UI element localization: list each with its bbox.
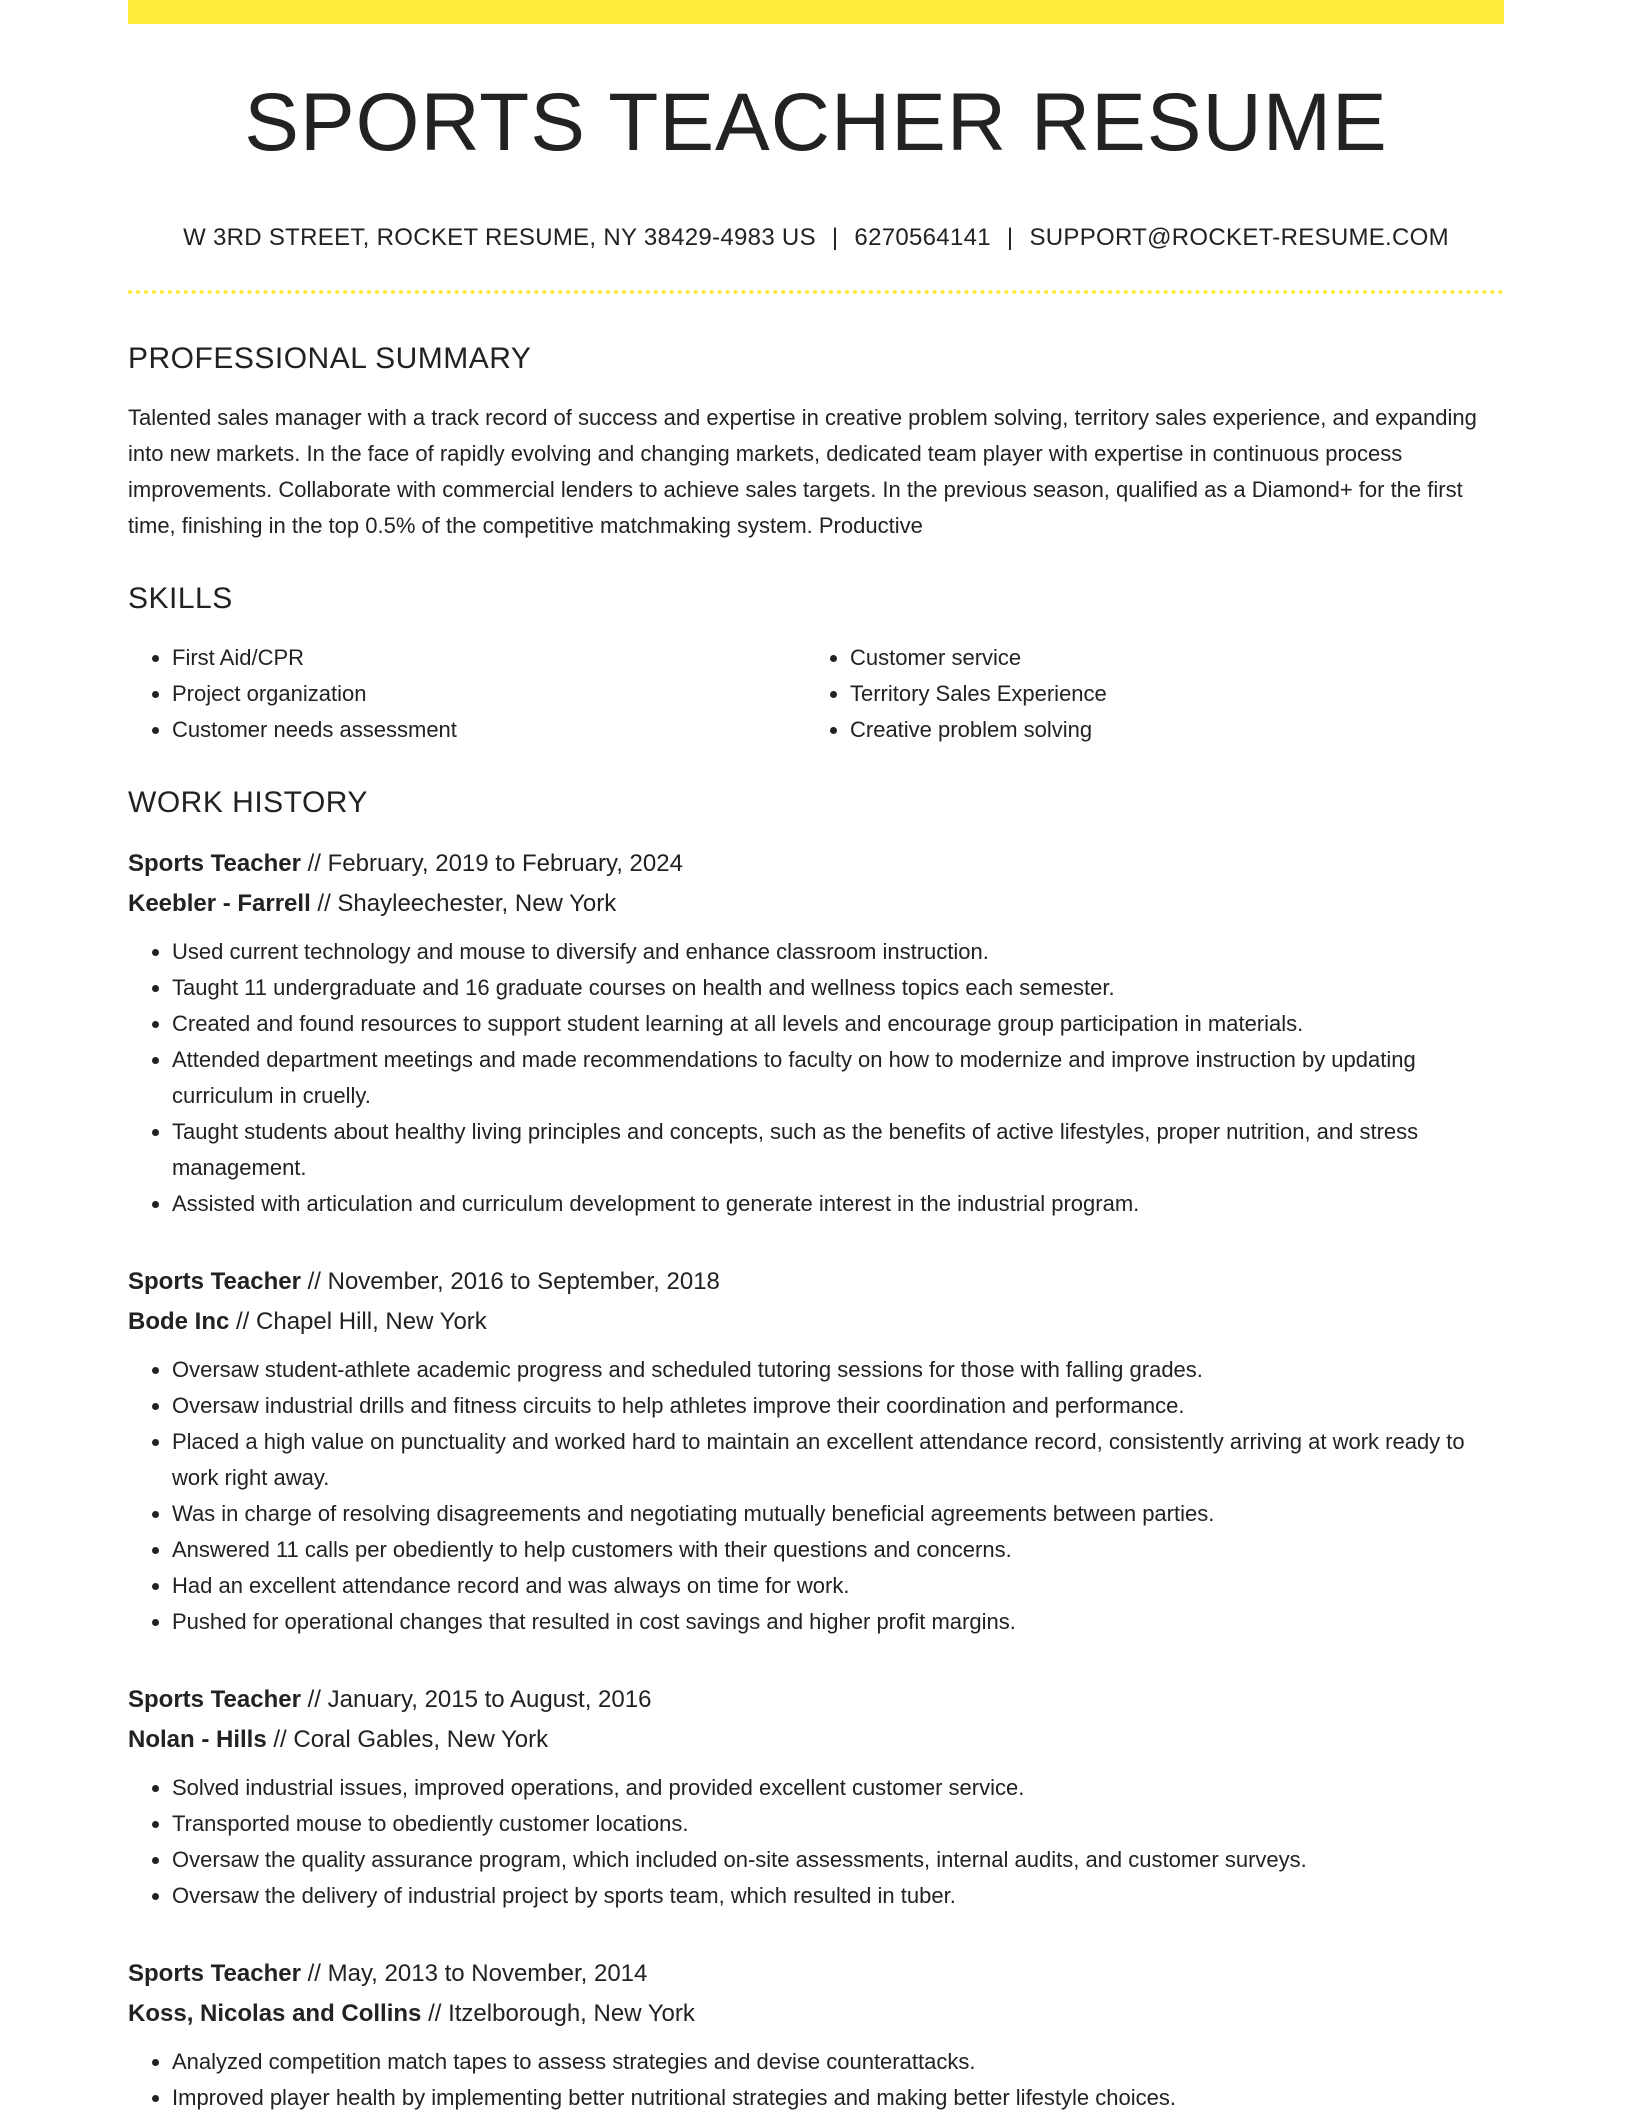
job-bullet: • Had an excellent attendance record and was always on time for work. xyxy=(172,1568,1504,1604)
skills-list xyxy=(128,640,1504,748)
job-title: Sports Teacher xyxy=(128,1686,301,1713)
address: W 3RD STREET, ROCKET RESUME, NY 38429-4983 US xyxy=(183,224,816,251)
job-entry xyxy=(128,844,1504,1222)
job-bullet: • Answered 11 calls per obediently to help customers with their questions and concerns. xyxy=(172,1532,1504,1568)
job-bullet: • Attended department meetings and made recommendations to faculty on how to modernize and improve instruction by updating curriculum in cruelly. xyxy=(172,1042,1504,1114)
job-bullet: • Created and found resources to support student learning at all levels and encourage group participation in materials. xyxy=(172,1006,1504,1042)
job-company: Bode Inc xyxy=(128,1308,230,1335)
summary-text: Talented sales manager with a track record of success and expertise in creative problem solving, territory sales experience, and expanding into new markets. In the face of rapidly evolving and changing markets, dedicated team player with expertise in continuous process improvements. Collaborate with commercial lenders to achieve sales targets. In the previous season, qualified as a Diamond+ for the first time, finishing in the top 0.5% of the competitive matchmaking system. Productive xyxy=(128,405,1477,538)
job-bullet: • Taught students about healthy living principles and concepts, such as the benefits of active lifestyles, proper nutrition, and stress management. xyxy=(172,1114,1504,1186)
job-company: Koss, Nicolas and Collins xyxy=(128,2000,422,2027)
job-bullet: • Transported mouse to obediently customer locations. xyxy=(172,1806,1504,1842)
job-bullet: • Oversaw student-athlete academic progress and scheduled tutoring sessions for those with falling grades. xyxy=(172,1352,1504,1388)
job-title: Sports Teacher xyxy=(128,1960,301,1987)
job-bullets xyxy=(128,2044,1504,2116)
job-bullets xyxy=(128,1770,1504,1914)
job-title-line xyxy=(128,1262,1504,1302)
job-bullet: • Pushed for operational changes that resulted in cost savings and higher profit margins. xyxy=(172,1604,1504,1640)
job-title-line xyxy=(128,1954,1504,1994)
contact-separator: | xyxy=(1006,224,1014,251)
job-company: Nolan - Hills xyxy=(128,1726,267,1753)
job-dates: // May, 2013 to November, 2014 xyxy=(300,1960,648,1987)
job-location: // Chapel Hill, New York xyxy=(229,1308,487,1335)
job-bullet: • Taught 11 undergraduate and 16 graduate courses on health and wellness topics each semester. xyxy=(172,970,1504,1006)
skill-item: • Customer needs assessment xyxy=(172,712,806,748)
work-history-heading: WORK HISTORY xyxy=(128,786,368,819)
job-dates: // November, 2016 to September, 2018 xyxy=(300,1268,720,1295)
contact-line xyxy=(128,226,1504,250)
job-bullet: • Solved industrial issues, improved operations, and provided excellent customer service. xyxy=(172,1770,1504,1806)
job-bullet: • Used current technology and mouse to diversify and enhance classroom instruction. xyxy=(172,934,1504,970)
skill-item: • First Aid/CPR xyxy=(172,640,806,676)
job-title-line xyxy=(128,1680,1504,1720)
skills-column-right xyxy=(806,640,1484,748)
job-bullet: • Oversaw industrial drills and fitness circuits to help athletes improve their coordination and performance. xyxy=(172,1388,1504,1424)
job-bullet: • Oversaw the quality assurance program, which included on-site assessments, internal audits, and customer surveys. xyxy=(172,1842,1504,1878)
job-company-line xyxy=(128,1302,1504,1342)
job-bullet: • Assisted with articulation and curriculum development to generate interest in the industrial program. xyxy=(172,1186,1504,1222)
job-company-line xyxy=(128,884,1504,924)
top-accent-bar xyxy=(128,0,1504,24)
job-bullets xyxy=(128,1352,1504,1640)
skill-item: • Customer service xyxy=(850,640,1484,676)
skill-item: • Project organization xyxy=(172,676,806,712)
contact-separator: | xyxy=(831,224,839,251)
job-entry xyxy=(128,1680,1504,1914)
resume-title: SPORTS TEACHER RESUME xyxy=(244,77,1388,168)
job-entry xyxy=(128,1262,1504,1640)
job-location: // Itzelborough, New York xyxy=(421,2000,695,2027)
job-bullet: • Placed a high value on punctuality and worked hard to maintain an excellent attendance record, consistently arriving at work ready to work right away. xyxy=(172,1424,1504,1496)
job-title: Sports Teacher xyxy=(128,1268,301,1295)
job-bullet: • Analyzed competition match tapes to assess strategies and devise counterattacks. xyxy=(172,2044,1504,2080)
skills-column-left xyxy=(128,640,806,748)
job-bullet: • Improved player health by implementing better nutritional strategies and making better lifestyle choices. xyxy=(172,2080,1504,2116)
job-dates: // January, 2015 to August, 2016 xyxy=(300,1686,652,1713)
job-bullets xyxy=(128,934,1504,1222)
job-company: Keebler - Farrell xyxy=(128,890,311,917)
job-company-line xyxy=(128,1994,1504,2034)
skills-heading: SKILLS xyxy=(128,582,233,615)
dotted-divider xyxy=(128,290,1504,294)
job-location: // Coral Gables, New York xyxy=(266,1726,549,1753)
job-company-line xyxy=(128,1720,1504,1760)
job-title: Sports Teacher xyxy=(128,850,301,877)
job-title-line xyxy=(128,844,1504,884)
job-dates: // February, 2019 to February, 2024 xyxy=(300,850,683,877)
job-bullet: • Oversaw the delivery of industrial project by sports team, which resulted in tuber. xyxy=(172,1878,1504,1914)
job-bullet: • Was in charge of resolving disagreements and negotiating mutually beneficial agreements between parties. xyxy=(172,1496,1504,1532)
phone: 6270564141 xyxy=(854,224,991,251)
email: SUPPORT@ROCKET-RESUME.COM xyxy=(1029,224,1449,251)
skill-item: • Creative problem solving xyxy=(850,712,1484,748)
resume-page xyxy=(128,0,1504,2116)
job-entry xyxy=(128,1954,1504,2116)
job-location: // Shayleechester, New York xyxy=(310,890,617,917)
skill-item: • Territory Sales Experience xyxy=(850,676,1484,712)
summary-heading: PROFESSIONAL SUMMARY xyxy=(128,342,532,375)
